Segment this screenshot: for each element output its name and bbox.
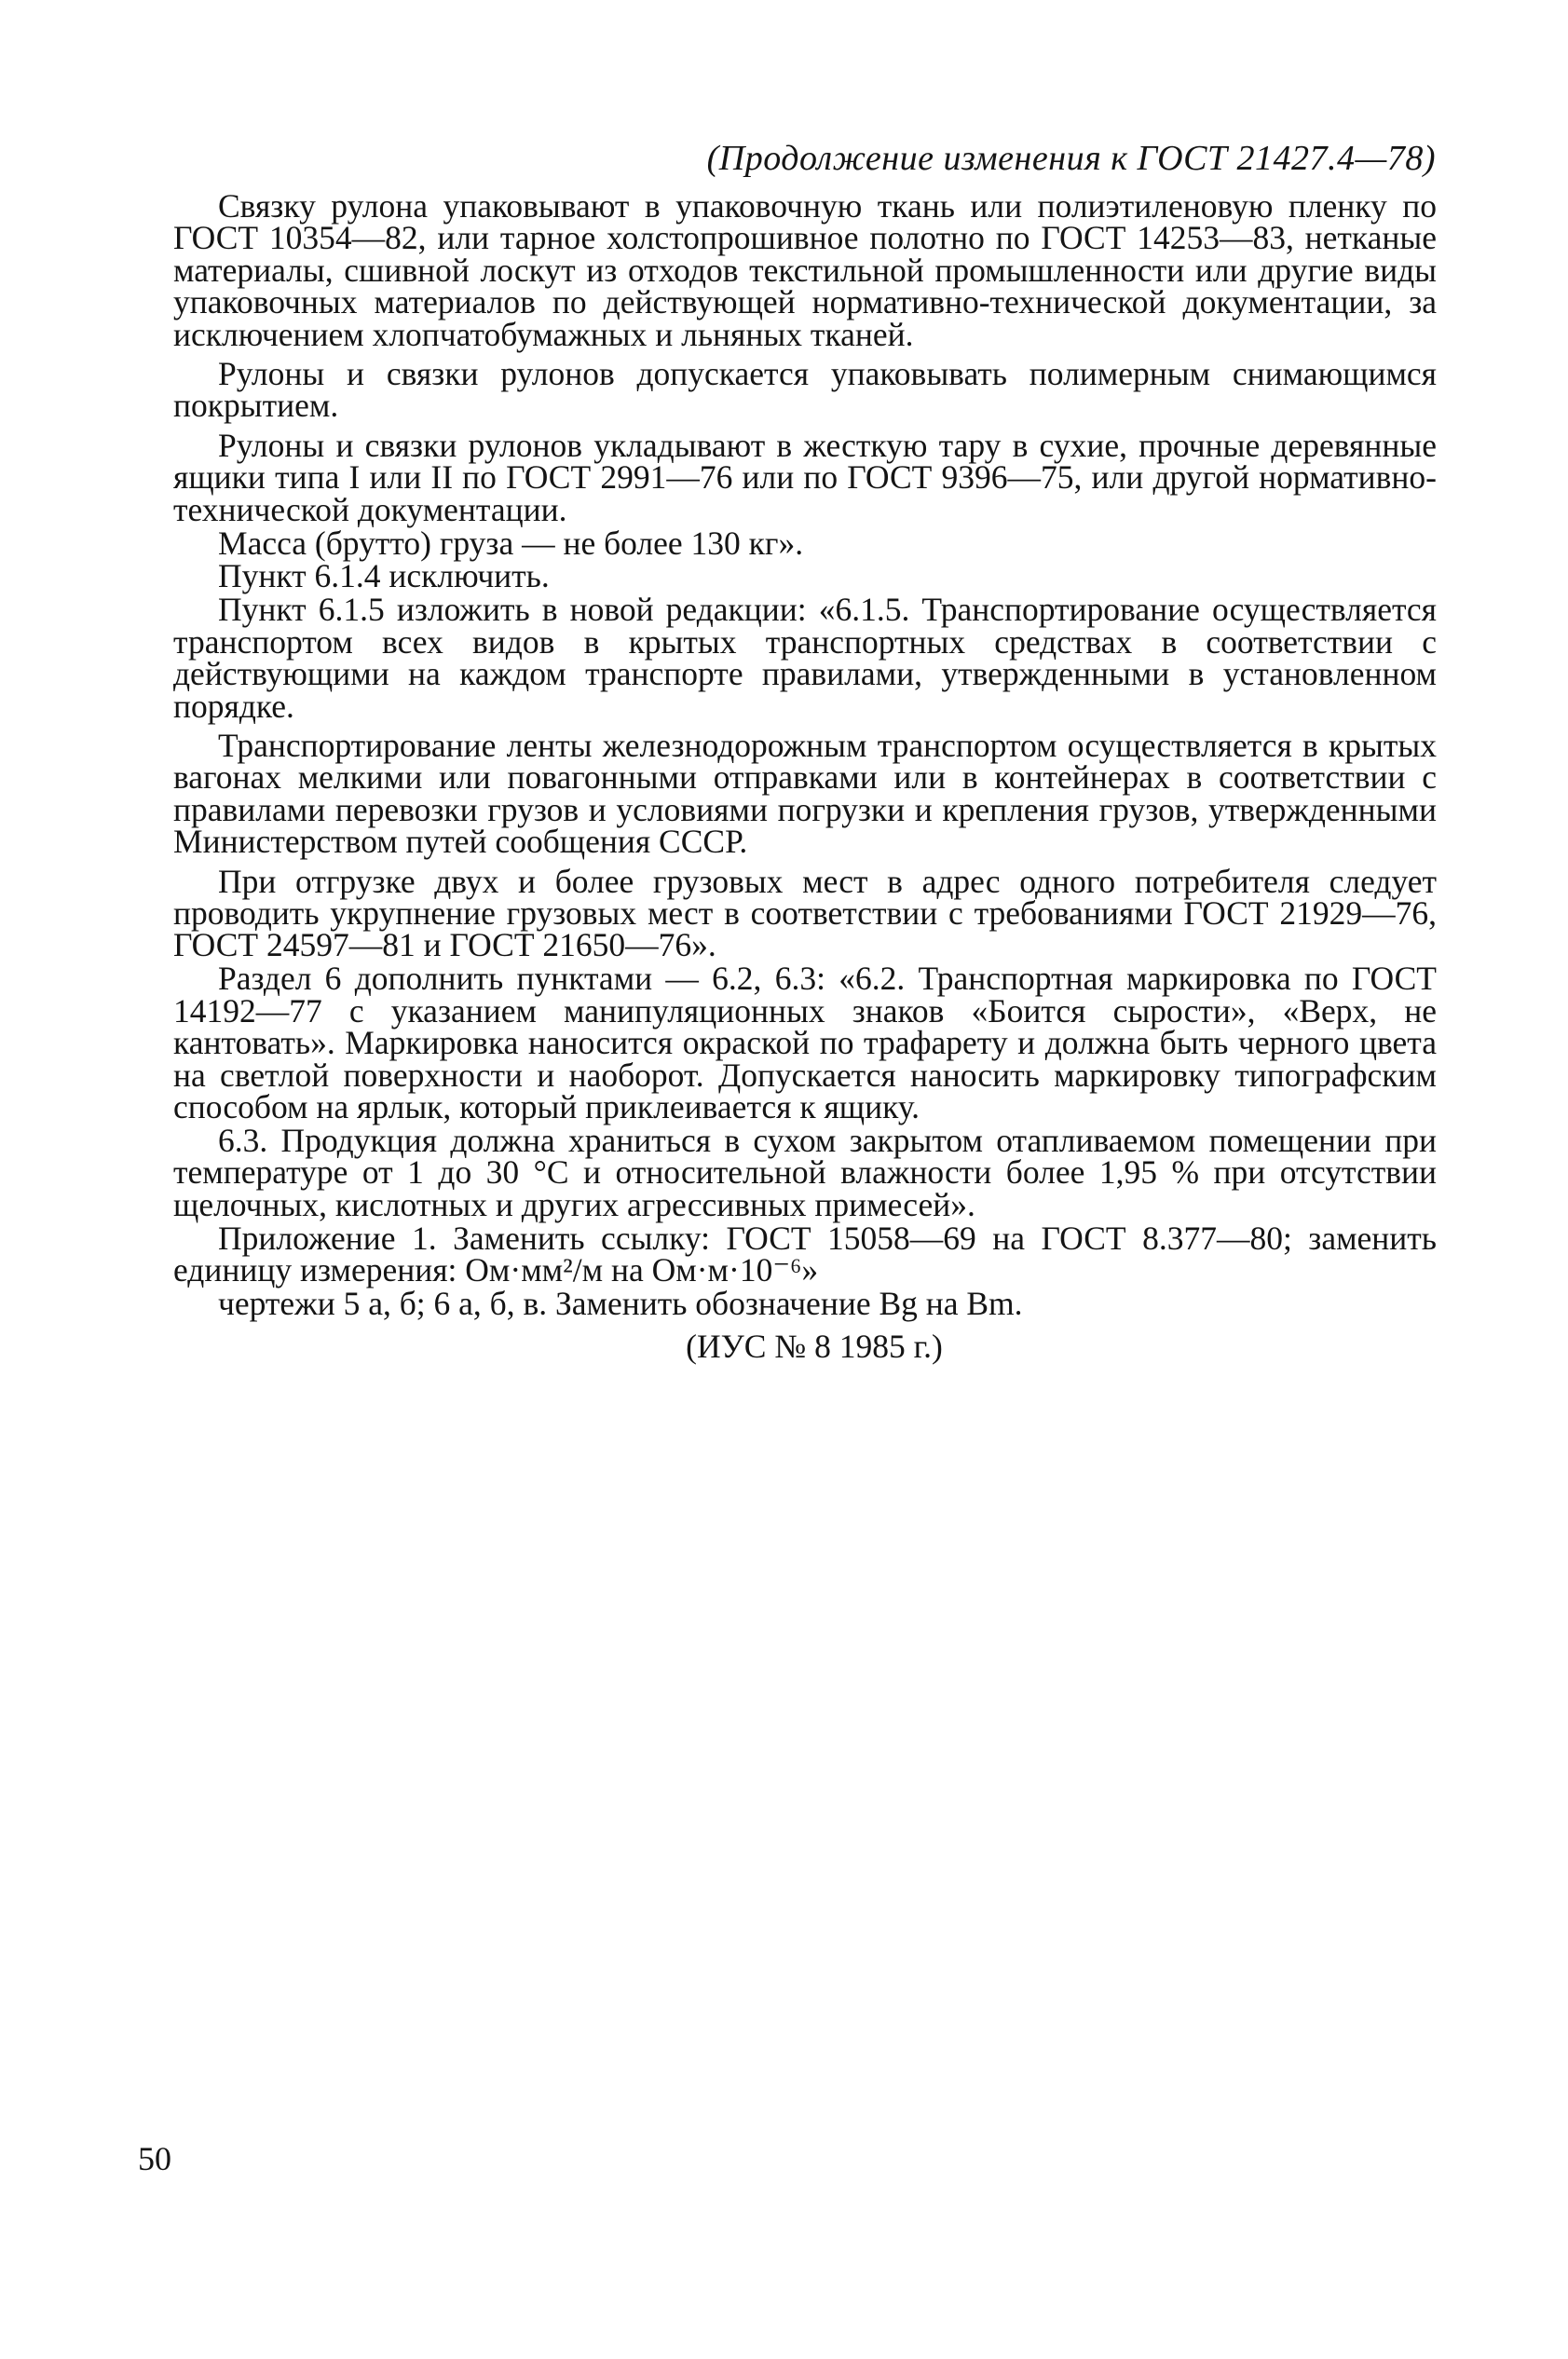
ius-reference: (ИУС № 8 1985 г.) — [686, 1328, 943, 1366]
paragraph-drawings: чертежи 5 а, б; 6 а, б, в. Заменить обозначение Bg на Bm. — [218, 1284, 1023, 1322]
body-text — [173, 187, 1437, 1366]
paragraph-gross-mass: Масса (брутто) груза — не более 130 кг». — [218, 524, 804, 562]
paragraph-packaging: Связку рулона упаковывают в упаковочную ткань или полиэтиленовую пленку по ГОСТ 10354—82, или тарное холстопрошивное полотно по ГОСТ 14253—83, нетканые материалы, сшивной лоскут из отходов текстильной промышленности или другие виды упаковочных материалов по действующей нормативно-технической документации, за исключением хлопчатобумажных и льняных тканей. — [173, 187, 1437, 353]
paragraph-rigid-container: Рулоны и связки рулонов укладывают в жесткую тару в сухие, прочные деревянные ящики типа I или II по ГОСТ 2991—76 или по ГОСТ 9396—75, или другой нормативно-технической документации. — [173, 426, 1437, 528]
paragraph-appendix-1: Приложение 1. Заменить ссылку: ГОСТ 15058—69 на ГОСТ 8.377—80; заменить единицу измерения: Ом·мм²/м на Ом·м·10⁻⁶» — [173, 1219, 1437, 1289]
page-number: 50 — [138, 2140, 171, 2177]
paragraph-item-615: Пункт 6.1.5 изложить в новой редакции: «6.1.5. Транспортирование осуществляется транспортом всех видов в крытых транспортных средствах в соответствии с действующими на каждом транспорте правилами, утвержденными в установленном порядке. — [173, 591, 1437, 725]
paragraph-polymer-coating: Рулоны и связки рулонов допускается упаковывать полимерным снимающимся покрытием. — [173, 355, 1437, 425]
paragraph-rail-transport: Транспортирование ленты железнодорожным транспортом осуществляется в крытых вагонах мелкими или повагонными отправками или в контейнерах в соответствии с правилами перевозки грузов и условиями погрузки и крепления грузов, утвержденными Министерством путей сообщения СССР. — [173, 727, 1437, 861]
paragraph-storage: 6.3. Продукция должна храниться в сухом закрытом отапливаемом помещении при температуре от 1 до 30 °С и относительной влажности более 1,95 % при отсутствии щелочных, кислотных и других агрессивных примесей». — [173, 1121, 1437, 1223]
paragraph-consolidation: При отгрузке двух и более грузовых мест в адрес одного потребителя следует проводить укрупнение грузовых мест в соответствии с требованиями ГОСТ 21929—76, ГОСТ 24597—81 и ГОСТ 21650—76». — [173, 862, 1437, 964]
paragraph-section-6-marking: Раздел 6 дополнить пунктами — 6.2, 6.3: «6.2. Транспортная маркировка по ГОСТ 14192—77 с указанием манипуляционных знаков «Боится сырости», «Верх, не кантовать». Маркировка наносится окраской по трафарету и должна быть черного цвета на светлой поверхности и наоборот. Допускается наносить маркировку типографским способом на ярлык, который приклеивается к ящику. — [173, 960, 1437, 1125]
paragraph-item-614: Пункт 6.1.4 исключить. — [218, 557, 550, 595]
continuation-header: (Продолжение изменения к ГОСТ 21427.4—78) — [706, 139, 1436, 178]
